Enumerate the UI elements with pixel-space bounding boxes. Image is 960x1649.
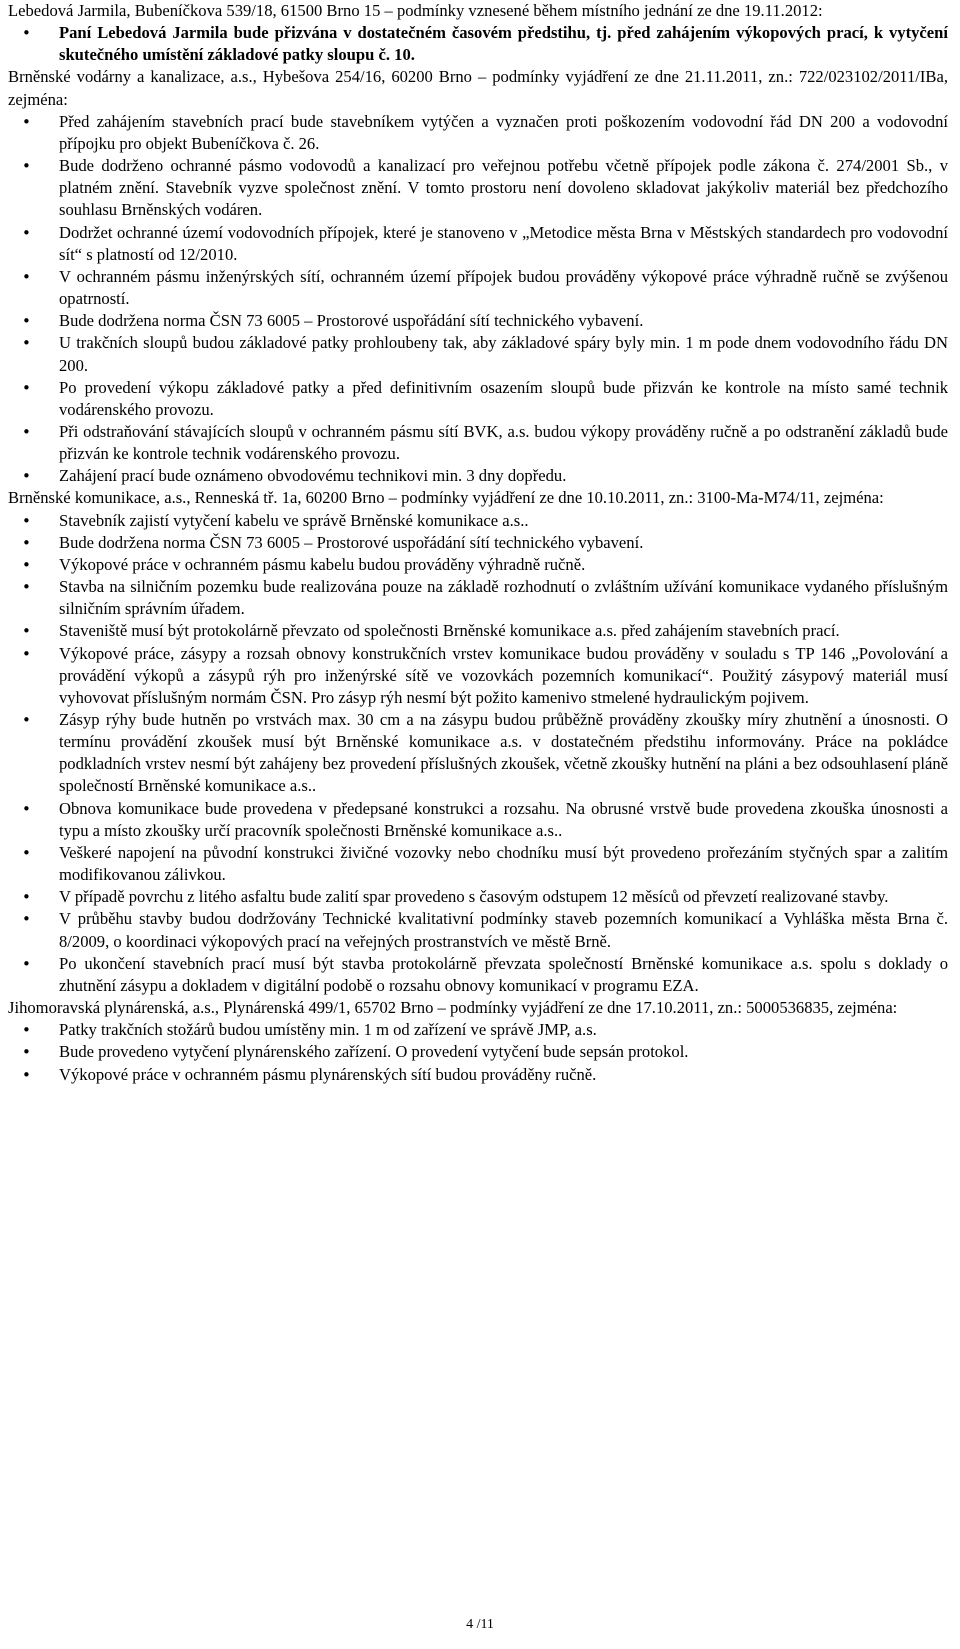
list-item: • Po provedení výkopu základové patky a před definitivním osazením sloupů bude přizván ke kontrole na místo samé technik vodárenského provozu.	[59, 377, 948, 421]
list-item: • Patky trakčních stožárů budou umístěny min. 1 m od zařízení ve správě JMP, a.s.	[59, 1019, 948, 1041]
list-item: • Zásyp rýhy bude hutněn po vrstvách max. 30 cm a na zásypu budou průběžně prováděny zkoušky míry zhutnění a únosnosti. O termínu provádění zkoušek musí být Brněnské komunikace a.s. v dostatečném předstihu informovány. Práce na pokládce podkladních vrstev nesmí být zahájeny bez provedení příslušných zkoušek, včetně zkoušky hutnění na pláni a bez odsouhlasení pláně společností Brněnské komunikace a.s..	[59, 709, 948, 798]
section-lebedova-list	[8, 22, 948, 66]
list-item: • Při odstraňování stávajících sloupů v ochranném pásmu sítí BVK, a.s. budou výkopy prováděny ručně a po odstranění základů bude přizván ke kontrole technik vodárenského provozu.	[59, 421, 948, 465]
list-item: • Stavebník zajistí vytyčení kabelu ve správě Brněnské komunikace a.s..	[59, 510, 948, 532]
section-bvk-list	[8, 111, 948, 488]
list-item: • Před zahájením stavebních prací bude stavebníkem vytýčen a vyznačen proti poškozením vodovodní řád DN 200 a vodovodní přípojku pro objekt Bubeníčkova č. 26.	[59, 111, 948, 155]
section-lebedova-intro: Lebedová Jarmila, Bubeníčkova 539/18, 61500 Brno 15 – podmínky vznesené během místního jednání ze dne 19.11.2012:	[8, 1, 823, 20]
list-item: • Výkopové práce, zásypy a rozsah obnovy konstrukčních vrstev komunikace budou prováděny v souladu s TP 146 „Povolování a provádění výkopů a zásypů rýh pro inženýrské sítě ve vozovkách pozemních komunikací“. Použitý zásypový materiál musí vyhovovat příslušným normám ČSN. Pro zásyp rýh nesmí být požito kamenivo stmelené hydraulickým pojivem.	[59, 643, 948, 709]
list-item: • Staveniště musí být protokolárně převzato od společnosti Brněnské komunikace a.s. před zahájením stavebních prací.	[59, 620, 948, 642]
list-item: • Bude dodržena norma ČSN 73 6005 – Prostorové uspořádání sítí technického vybavení.	[59, 532, 948, 554]
list-item: • Stavba na silničním pozemku bude realizována pouze na základě rozhodnutí o zvláštním užívání komunikace vydaného příslušným silničním správním úřadem.	[59, 576, 948, 620]
section-jmp-list	[8, 1019, 948, 1085]
list-item: • V případě povrchu z litého asfaltu bude zalití spar provedeno s časovým odstupem 12 měsíců od převzetí realizované stavby.	[59, 886, 948, 908]
section-bkom-list	[8, 510, 948, 997]
page-number: 4 /11	[466, 1617, 494, 1632]
list-item: • Bude dodrženo ochranné pásmo vodovodů a kanalizací pro veřejnou potřebu včetně přípojek podle zákona č. 274/2001 Sb., v platném znění. Stavebník vyzve společnost znění. V tomto prostoru není dovoleno skladovat jakýkoliv materiál bez předchozího souhlasu Brněnských vodáren.	[59, 155, 948, 221]
list-item: • Paní Lebedová Jarmila bude přizvána v dostatečném časovém předstihu, tj. před zahájením výkopových prací, k vytyčení skutečného umístění základové patky sloupu č. 10.	[59, 22, 948, 66]
list-item: • Bude provedeno vytyčení plynárenského zařízení. O provedení vytyčení bude sepsán protokol.	[59, 1041, 948, 1063]
list-item: • Zahájení prací bude oznámeno obvodovému technikovi min. 3 dny dopředu.	[59, 465, 948, 487]
section-jmp-intro: Jihomoravská plynárenská, a.s., Plynárenská 499/1, 65702 Brno – podmínky vyjádření ze dne 17.10.2011, zn.: 5000536835, zejména:	[8, 998, 898, 1018]
list-item: • Veškeré napojení na původní konstrukci živičné vozovky nebo chodníku musí být provedeno prořezáním styčných spar a zalitím modifikovanou zálivkou.	[59, 842, 948, 886]
list-item: • U trakčních sloupů budou základové patky prohloubeny tak, aby základové spáry byly min. 1 m pode dnem vodovodního řádu DN 200.	[59, 332, 948, 376]
list-item: • Obnova komunikace bude provedena v předepsané konstrukci a rozsahu. Na obrusné vrstvě bude provedena zkouška únosnosti a typu a místo zkoušky určí pracovník společnosti Brněnské komunikace a.s..	[59, 798, 948, 842]
section-bvk-intro: Brněnské vodárny a kanalizace, a.s., Hybešova 254/16, 60200 Brno – podmínky vyjádření ze dne 21.11.2011, zn.: 722/023102/2011/IBa, zejména:	[8, 67, 948, 109]
section-bkom-intro: Brněnské komunikace, a.s., Renneská tř. 1a, 60200 Brno – podmínky vyjádření ze dne 10.10.2011, zn.: 3100-Ma-M74/11, zejména:	[8, 488, 884, 508]
list-item: • V ochranném pásmu inženýrských sítí, ochranném území přípojek budou prováděny výkopové práce výhradně ručně se zvýšenou opatrností.	[59, 266, 948, 310]
list-item: • Výkopové práce v ochranném pásmu kabelu budou prováděny výhradně ručně.	[59, 554, 948, 576]
list-item: • Po ukončení stavebních prací musí být stavba protokolárně převzata společností Brněnské komunikace a.s. spolu s doklady o zhutnění zásypu a dokladem v digitální podobě o rozsahu obnovy komunikací v programu EZA.	[59, 953, 948, 997]
list-item: • V průběhu stavby budou dodržovány Technické kvalitativní podmínky staveb pozemních komunikací a Vyhláška města Brna č. 8/2009, o koordinaci výkopových prací na veřejných prostranstvích ve městě Brně.	[59, 908, 948, 952]
list-item: • Dodržet ochranné území vodovodních přípojek, které je stanoveno v „Metodice města Brna v Městských standardech pro vodovodní sít“ s platností od 12/2010.	[59, 222, 948, 266]
list-item: • Bude dodržena norma ČSN 73 6005 – Prostorové uspořádání sítí technického vybavení.	[59, 310, 948, 332]
list-item: • Výkopové práce v ochranném pásmu plynárenských sítí budou prováděny ručně.	[59, 1064, 948, 1086]
